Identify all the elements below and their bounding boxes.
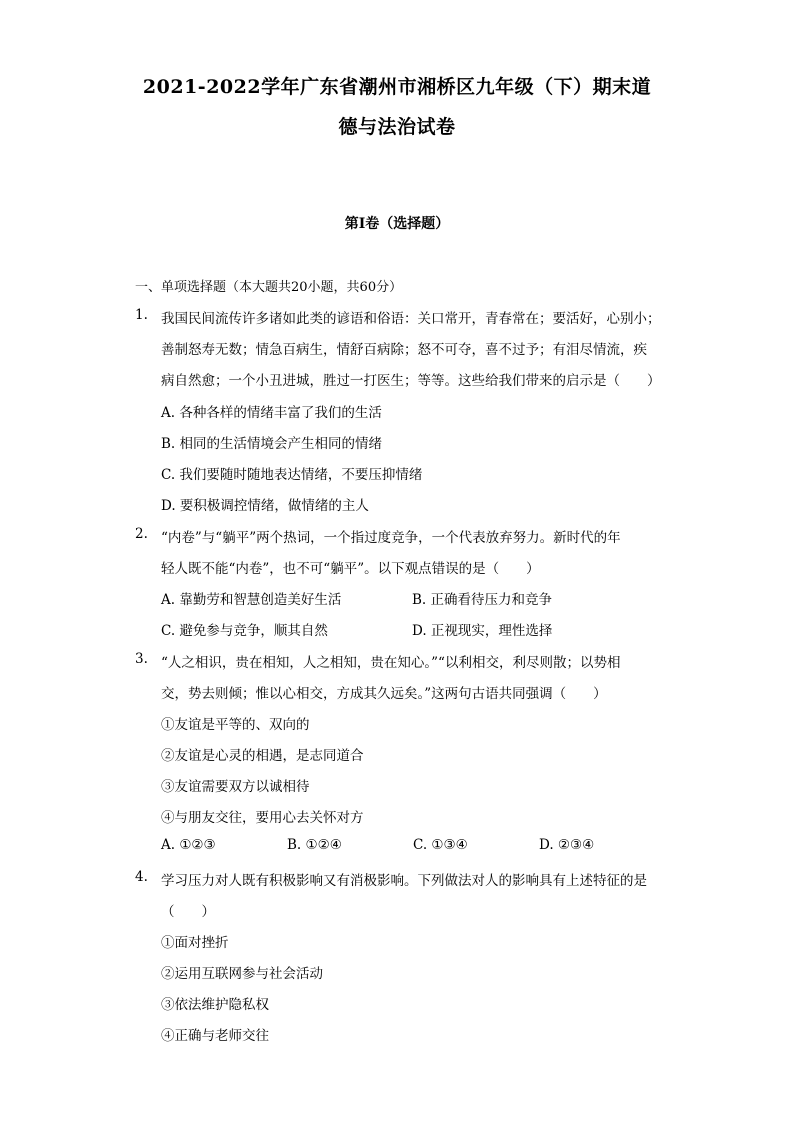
question-1-option-b: B. 相同的生活情境会产生相同的情绪: [161, 436, 383, 452]
question-3-item-2: ②友谊是心灵的相遇，是志同道合: [161, 748, 364, 764]
question-4-number: 4.: [135, 869, 148, 885]
question-2-number: 2.: [135, 526, 148, 542]
question-1-stem-line: 善制怒寿无数；情急百病生，情舒百病除；怒不可夺，喜不过予；有泪尽情流，疾: [161, 342, 647, 358]
question-2-stem-line: “内卷”与“躺平”两个热词，一个指过度竞争，一个代表放弃努力。新时代的年: [161, 530, 621, 546]
question-1-stem-line: 病自然愈；一个小丑进城，胜过一打医生；等等。这些给我们带来的启示是（ ）: [161, 373, 661, 389]
question-3-stem-line: 交，势去则倾；惟以心相交，方成其久远矣。”这两句古语共同强调（ ）: [161, 686, 607, 702]
question-4-stem-line: 学习压力对人既有积极影响又有消极影响。下列做法对人的影响具有上述特征的是: [161, 873, 647, 889]
question-1-number: 1.: [135, 307, 148, 323]
question-1-option-d: D. 要积极调控情绪，做情绪的主人: [161, 498, 369, 514]
question-2-stem-line: 轻人既不能“内卷”，也不可“躺平”。以下观点错误的是（ ）: [161, 561, 540, 577]
exam-title-line2: 德与法治试卷: [338, 116, 456, 138]
question-3-option-d: D. ②③④: [539, 837, 595, 853]
question-3-item-1: ①友谊是平等的、双向的: [161, 717, 310, 733]
exam-title-line1: 2021-2022学年广东省潮州市湘桥区九年级（下）期末道: [142, 76, 652, 98]
question-2-option-d: D. 正视现实，理性选择: [412, 623, 553, 639]
question-4-item-1: ①面对挫折: [161, 935, 229, 951]
question-2-option-a: A. 靠勤劳和智慧创造美好生活: [161, 592, 342, 608]
question-4-item-2: ②运用互联网参与社会活动: [161, 966, 323, 982]
question-3-option-a: A. ①②③: [161, 837, 216, 853]
question-4-item-3: ③依法维护隐私权: [161, 997, 269, 1013]
question-1-option-a: A. 各种各样的情绪丰富了我们的生活: [161, 405, 382, 421]
question-1-option-c: C. 我们要随时随地表达情绪，不要压抑情绪: [161, 467, 423, 483]
question-3-option-b: B. ①②④: [287, 837, 342, 853]
section-heading: 一、单项选择题（本大题共20小题，共60分）: [135, 280, 403, 295]
question-4-stem-line: （ ）: [161, 904, 215, 920]
question-3-stem-line: “人之相识，贵在相知，人之相知，贵在知心。”“以利相交，利尽则散；以势相: [161, 655, 621, 671]
question-2-option-c: C. 避免参与竞争，顺其自然: [161, 623, 328, 639]
question-1-stem-line: 我国民间流传许多诸如此类的谚语和俗语：关口常开，青春常在；要活好，心别小；: [161, 311, 661, 327]
volume-heading: 第I卷（选择题）: [344, 216, 450, 232]
question-3-number: 3.: [135, 651, 148, 667]
question-3-option-c: C. ①③④: [413, 837, 468, 853]
question-3-item-3: ③友谊需要双方以诚相待: [161, 779, 310, 795]
question-4-item-4: ④正确与老师交往: [161, 1028, 269, 1044]
question-3-item-4: ④与朋友交往，要用心去关怀对方: [161, 810, 364, 826]
question-2-option-b: B. 正确看待压力和竞争: [412, 592, 553, 608]
